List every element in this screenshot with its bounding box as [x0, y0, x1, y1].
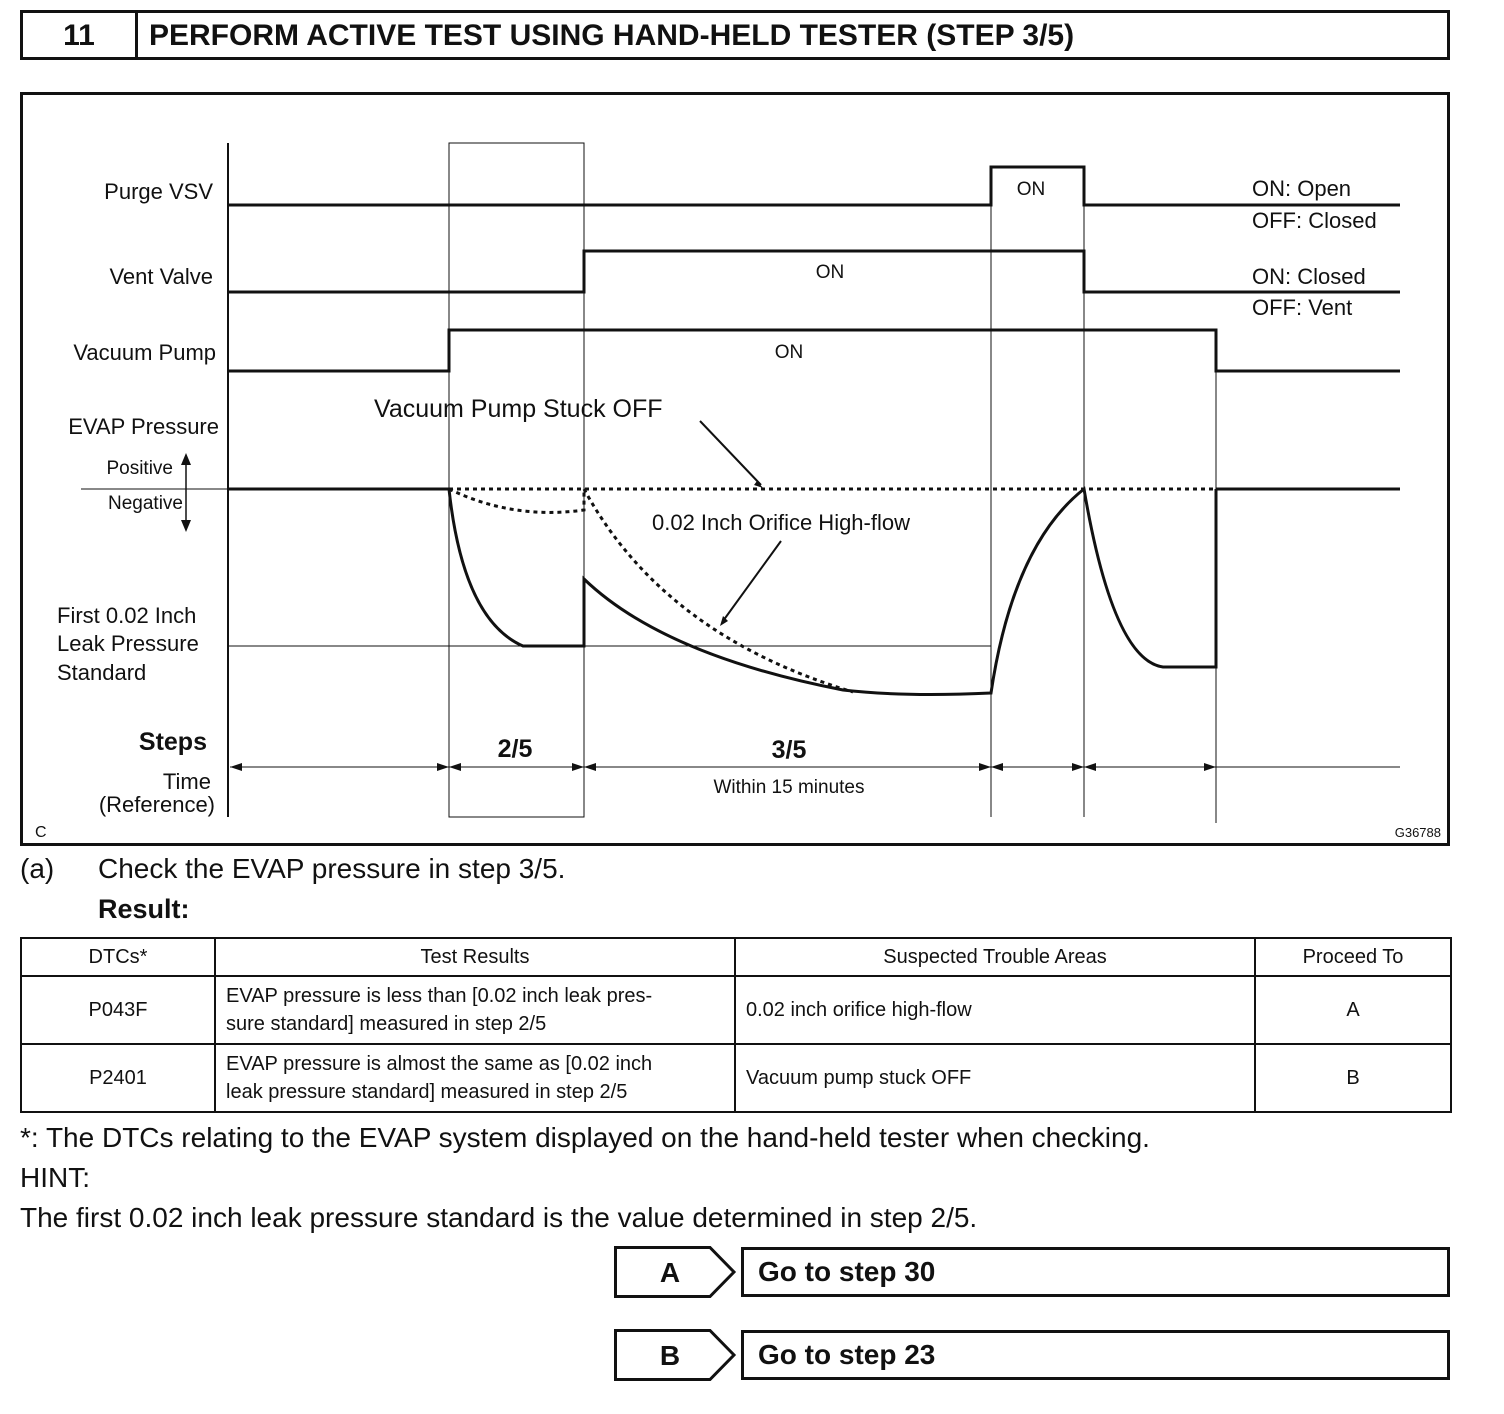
step-title: PERFORM ACTIVE TEST USING HAND-HELD TESTER (STEP 3/5) [149, 19, 1075, 52]
step2-dotted-dip [449, 489, 584, 512]
step-number: 11 [23, 13, 138, 57]
timing-diagram [20, 92, 1450, 846]
corner-letter: C [35, 824, 47, 841]
header-proceed-to: Proceed To [1255, 938, 1451, 976]
trouble-area-cell: 0.02 inch orifice high-flow [735, 976, 1255, 1044]
step-3-label: 3/5 [771, 736, 807, 764]
purge-on-label: ON [1016, 179, 1046, 200]
check-item-label: (a) [20, 853, 55, 884]
within-label: Within 15 minutes [713, 777, 865, 798]
trouble-area-cell: Vacuum pump stuck OFF [735, 1044, 1255, 1112]
dtc-footnote: *: The DTCs relating to the EVAP system displayed on the hand-held tester when checking. [20, 1122, 1150, 1153]
table-row [21, 976, 1451, 1044]
test-result-line: sure standard] measured in step 2/5 [226, 1013, 547, 1035]
table-row [21, 1044, 1451, 1112]
figure-code: G36788 [1394, 825, 1441, 840]
dtc-cell: P2401 [21, 1044, 215, 1112]
hint-label: HINT: [20, 1162, 90, 1193]
result-table [20, 937, 1452, 1113]
pump-on-label: ON [774, 342, 804, 363]
label-leak-std-3: Standard [57, 660, 147, 685]
test-result-cell [215, 976, 735, 1044]
label-vacuum-pump: Vacuum Pump [73, 340, 216, 365]
legend-purge-off: OFF: Closed [1252, 208, 1377, 233]
annotation-stuck-off: Vacuum Pump Stuck OFF [374, 395, 663, 423]
label-evap-pressure: EVAP Pressure [68, 414, 219, 439]
proceed-letter-a: A [659, 1257, 681, 1288]
check-instruction: Check the EVAP pressure in step 3/5. [98, 853, 566, 884]
vent-on-label: ON [815, 262, 845, 283]
header-dtcs: DTCs* [21, 938, 215, 976]
proceed-tag-b [614, 1329, 738, 1381]
legend-vent-on: ON: Closed [1252, 264, 1366, 289]
proceed-cell: A [1255, 976, 1451, 1044]
positive-arrowhead [181, 453, 191, 465]
label-purge-vsv: Purge VSV [104, 179, 213, 204]
step-2-box [449, 143, 584, 817]
header-trouble-areas: Suspected Trouble Areas [735, 938, 1255, 976]
annotation-high-flow: 0.02 Inch Orifice High-flow [652, 510, 910, 535]
proceed-link-a[interactable]: Go to step 30 [741, 1247, 1450, 1297]
negative-arrowhead [181, 520, 191, 532]
result-label: Result: [98, 894, 190, 924]
high-flow-arrow [723, 541, 781, 621]
proceed-cell: B [1255, 1044, 1451, 1112]
test-result-line: EVAP pressure is less than [0.02 inch leak pres- [226, 985, 653, 1007]
test-result-line: leak pressure standard] measured in step 2/5 [226, 1081, 628, 1103]
label-positive: Positive [106, 458, 173, 479]
high-flow-arrowhead [720, 616, 728, 626]
label-vent-valve: Vent Valve [109, 264, 213, 289]
hint-text: The first 0.02 inch leak pressure standard is the value determined in step 2/5. [20, 1202, 978, 1233]
label-reference: (Reference) [98, 792, 215, 817]
vent-valve-signal [228, 251, 1400, 292]
label-negative: Negative [108, 493, 183, 514]
stuck-off-arrow [700, 421, 761, 485]
legend-purge-on: ON: Open [1252, 176, 1352, 201]
purge-vsv-signal [228, 167, 1400, 205]
test-result-line: EVAP pressure is almost the same as [0.02 inch [226, 1053, 653, 1075]
label-time: Time [162, 769, 211, 794]
proceed-link-b[interactable]: Go to step 23 [741, 1330, 1450, 1380]
label-leak-std-1: First 0.02 Inch [57, 603, 197, 628]
vacuum-pump-signal [228, 330, 1400, 371]
label-leak-std-2: Leak Pressure [57, 631, 199, 656]
proceed-letter-b: B [659, 1340, 681, 1371]
dtc-cell: P043F [21, 976, 215, 1044]
table-header-row [21, 938, 1451, 976]
legend-vent-off: OFF: Vent [1252, 295, 1353, 320]
step-2-label: 2/5 [497, 735, 533, 763]
test-result-cell [215, 1044, 735, 1112]
header-test-results: Test Results [215, 938, 735, 976]
proceed-tag-a [614, 1246, 738, 1298]
step-header [20, 10, 1450, 60]
label-steps: Steps [138, 728, 207, 756]
timing-diagram-svg [23, 95, 1447, 843]
